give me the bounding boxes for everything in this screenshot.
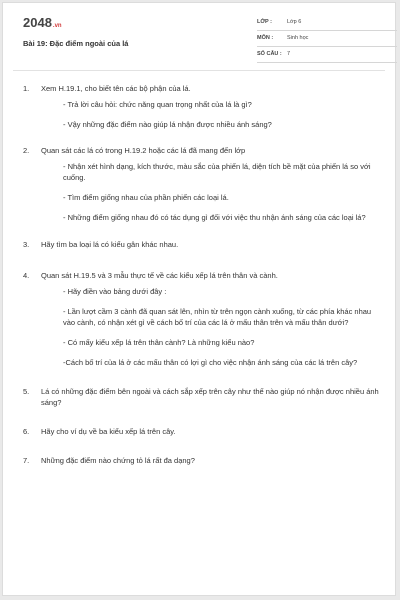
- question-number: 2.: [23, 146, 30, 155]
- meta-key: MÔN :: [257, 35, 274, 41]
- meta-value: Lớp 6: [287, 19, 302, 25]
- question-subitem: -Cách bố trí của lá ở các mấu thân có lợi gì cho việc nhận ánh sáng của các lá trên cây?: [63, 358, 358, 367]
- question-text: Quan sát các lá có trong H.19.2 hoặc các lá đã mang đến lớp: [41, 146, 246, 155]
- question-number: 5.: [23, 387, 30, 396]
- question-item: [23, 145, 379, 156]
- question-subitem: - Hãy điền vào bảng dưới đây :: [63, 287, 167, 296]
- question-list: [23, 83, 379, 466]
- meta-info: [257, 15, 397, 63]
- lesson-title: Bài 19: Đặc điểm ngoài của lá: [23, 39, 129, 48]
- question-number: 6.: [23, 427, 30, 436]
- worksheet-page: [2, 2, 396, 596]
- question-subitem: - Lần lượt cầm 3 cành đã quan sát lên, nhìn từ trên ngọn cành xuống, từ các phía khác nhau vào cành, có nhận xét gì về cách bố trí của các lá ở mấu thân trên và mấu thân dưới?: [63, 307, 372, 327]
- meta-value: Sinh học: [287, 35, 309, 41]
- question-subitem: - Tìm điểm giống nhau của phần phiến các loại lá.: [63, 193, 229, 202]
- question-item: [23, 83, 379, 94]
- question-item: [23, 426, 379, 437]
- meta-row-count: [257, 47, 397, 63]
- meta-row-class: [257, 15, 397, 31]
- meta-key: LỚP :: [257, 19, 272, 25]
- question-text: Hãy cho ví dụ về ba kiểu xếp lá trên cây.: [41, 427, 176, 436]
- header-divider: [13, 70, 385, 71]
- question-item: [23, 455, 379, 466]
- question-subitem: - Trả lời câu hỏi: chức năng quan trọng nhất của lá là gì?: [63, 100, 252, 109]
- question-text: Những đặc điểm nào chứng tỏ lá rất đa dạng?: [41, 456, 195, 465]
- question-number: 1.: [23, 84, 30, 93]
- question-subitem: - Nhận xét hình dạng, kích thước, màu sắc của phiến lá, diện tích bề mặt của phiến lá so với cuống.: [63, 162, 371, 182]
- brand-name: 2048: [23, 15, 52, 30]
- question-text: Hãy tìm ba loại lá có kiểu gân khác nhau.: [41, 240, 179, 249]
- question-text: Quan sát H.19.5 và 3 mẫu thực tế về các kiểu xếp lá trên thân và cành.: [41, 271, 278, 280]
- brand-logo: [23, 15, 62, 30]
- question-subitem: - Có mấy kiểu xếp lá trên thân cành? Là những kiểu nào?: [63, 338, 255, 347]
- meta-key: SỐ CÂU :: [257, 51, 282, 57]
- question-number: 7.: [23, 456, 30, 465]
- question-subitem: - Vậy những đặc điểm nào giúp lá nhận được nhiều ánh sáng?: [63, 120, 272, 129]
- question-number: 4.: [23, 271, 30, 280]
- question-item: [23, 386, 379, 408]
- question-item: [23, 270, 379, 281]
- brand-suffix: .vn: [52, 23, 62, 29]
- question-text: Xem H.19.1, cho biết tên các bộ phận của lá.: [41, 84, 191, 93]
- meta-value: 7: [287, 51, 291, 57]
- question-subitem: - Những điểm giống nhau đó có tác dụng gì đối với việc thu nhận ánh sáng của các loại lá?: [63, 213, 366, 222]
- question-text: Lá có những đặc điểm bên ngoài và cách sắp xếp trên cây như thế nào giúp nó nhận được nhiều ánh sáng?: [41, 387, 379, 407]
- meta-row-subject: [257, 31, 397, 47]
- question-item: [23, 239, 379, 250]
- question-number: 3.: [23, 240, 30, 249]
- worksheet-header: [23, 15, 383, 63]
